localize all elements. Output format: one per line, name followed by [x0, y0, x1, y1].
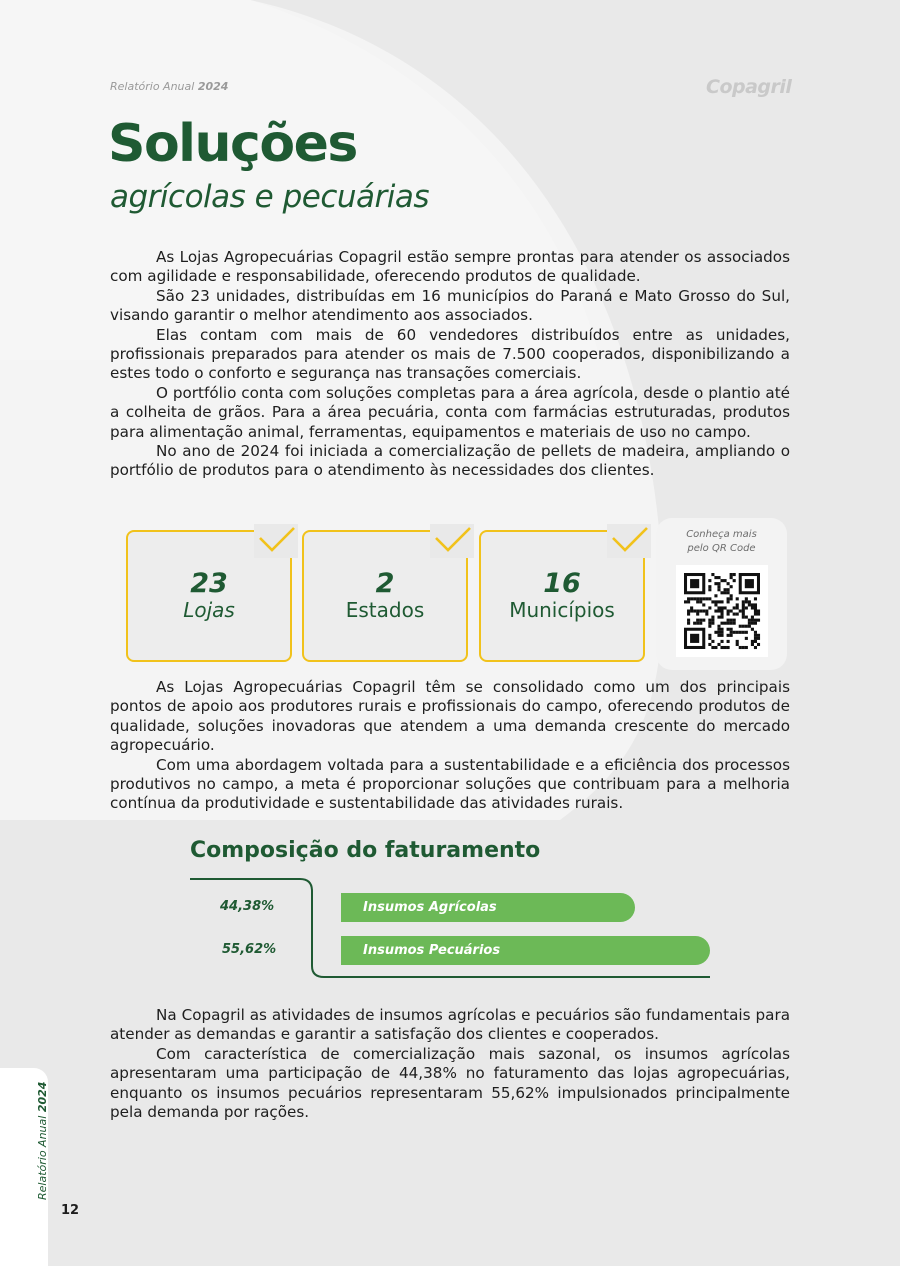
intro-paragraph: O portfólio conta com soluções completas para a área agrícola, desde o plantio até a colheita de grãos. Para a área pecuária, conta com farmácias estruturadas, produtos para alimentação animal, ferramentas, equipamentos e materiais de uso no campo. — [110, 383, 790, 441]
page-number: 12 — [61, 1203, 80, 1218]
intro-paragraph: As Lojas Agropecuárias Copagril estão sempre prontas para atender os associados com agilidade e responsabilidade, oferecendo produtos de qualidade. — [110, 248, 790, 286]
stat-label: Estados — [345, 598, 425, 622]
checkmark-icon — [254, 524, 298, 558]
stat-value: 23 — [190, 568, 228, 599]
closing-paragraph: Com característica de comercialização mais sazonal, os insumos agrícolas apresentaram uma participação de 44,38% no faturamento das lojas agropecuárias, enquanto os insumos pecuários representaram 55,62% impulsionados principalmente pela demanda por rações. — [110, 1044, 790, 1122]
closing-paragraph: Na Copagril as atividades de insumos agrícolas e pecuários são fundamentais para atender as demandas e garantir a satisfação dos clientes e cooperados. — [110, 1006, 790, 1044]
stat-value: 2 — [375, 568, 395, 599]
stat-label: Lojas — [183, 598, 235, 622]
page-title: Soluções — [108, 114, 357, 174]
closing-text — [110, 1006, 790, 1122]
intro-paragraph: São 23 unidades, distribuídas em 16 municípios do Paraná e Mato Grosso do Sul, visando garantir o melhor atendimento aos associados. — [110, 286, 790, 325]
side-report-label — [36, 1082, 49, 1200]
qr-code[interactable] — [676, 565, 768, 657]
middle-text — [110, 678, 790, 814]
chart-bar-insumos-agricolas: Insumos Agrícolas — [341, 893, 635, 922]
stat-label: Municípios — [509, 598, 615, 622]
qr-caption-line: pelo QR Code — [687, 543, 756, 554]
stat-card-municipios — [479, 530, 645, 662]
intro-paragraph: No ano de 2024 foi iniciada a comercialização de pellets de madeira, ampliando o portfólio de produtos para o atendimento às necessidades dos clientes. — [110, 442, 790, 480]
qr-code-graphic — [676, 565, 768, 657]
stat-card-estados — [302, 530, 468, 662]
side-report-year: 2024 — [36, 1081, 49, 1113]
copagril-logo: Copagril — [706, 76, 792, 98]
page-subtitle: agrícolas e pecuárias — [110, 179, 430, 215]
qr-caption-line: Conheça mais — [686, 529, 757, 540]
middle-paragraph: As Lojas Agropecuárias Copagril têm se consolidado como um dos principais pontos de apoio aos produtores rurais e profissionais do campo, oferecendo produtos de qualidade, soluções inovadoras que atendem a uma demanda crescente do mercado agropecuário. — [110, 678, 790, 755]
stat-card-lojas — [126, 530, 292, 662]
chart-value-label: 44,38% — [220, 899, 275, 914]
intro-text — [110, 248, 790, 481]
side-report-text: Relatório Anual — [36, 1115, 49, 1200]
header-report-text: Relatório Anual — [110, 80, 195, 93]
chart-title: Composição do faturamento — [190, 838, 541, 863]
checkmark-icon — [430, 524, 474, 558]
chart-bar-insumos-pecuarios: Insumos Pecuários — [341, 936, 710, 965]
header-report-label — [110, 80, 228, 93]
middle-paragraph: Com uma abordagem voltada para a sustentabilidade e a eficiência dos processos produtivos no campo, a meta é proporcionar soluções que contribuam para a melhoria contínua da produtividade e sustentabilidade das atividades rurais. — [110, 755, 790, 813]
checkmark-icon — [607, 524, 651, 558]
qr-caption — [656, 528, 787, 556]
chart-value-label: 55,62% — [222, 942, 277, 957]
intro-paragraph: Elas contam com mais de 60 vendedores distribuídos entre as unidades, profissionais preparados para atender os mais de 7.500 cooperados, disponibilizando a estes todo o conforto e segurança nas transações comerciais. — [110, 325, 790, 383]
header-report-year: 2024 — [197, 80, 229, 93]
stat-value: 16 — [543, 568, 581, 599]
qr-card — [656, 518, 787, 670]
